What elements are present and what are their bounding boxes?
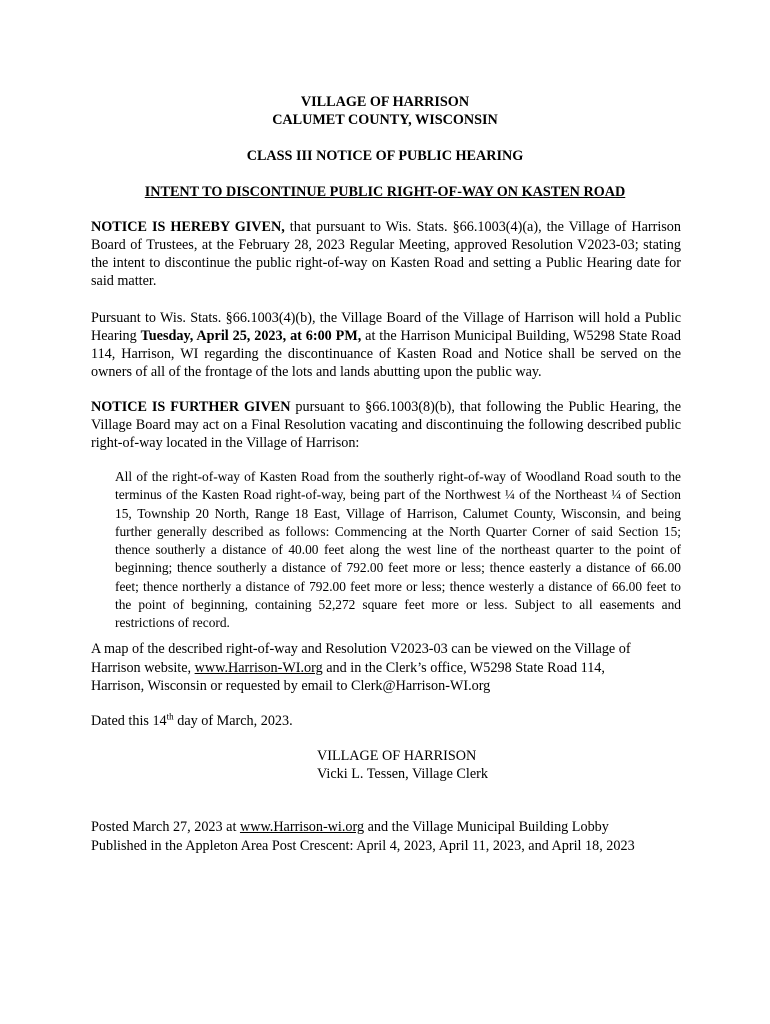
further-given-lead: NOTICE IS FURTHER GIVEN [91,399,291,415]
paragraph-notice-given [91,218,681,290]
notice-class-title: CLASS III NOTICE OF PUBLIC HEARING [246,148,524,164]
hearing-text-pre: Pursuant to Wis. Stats. §66.1003(4)(b), the Village Board of the Village of Harrison will hold a Public Hearing [91,310,681,344]
paragraph-public-hearing [91,309,681,381]
map-line-3: Harrison, Wisconsin or requested by email to Clerk@Harrison-WI.org [91,678,491,694]
map-paragraph [91,640,631,696]
hearing-text-post: at the Harrison Municipal Building, W5298 State Road 114, Harrison, WI regarding the discontinuance of Kasten Road and Notice shall be served on the owners of all of the frontage of the lots and lands abutting upon the public way. [91,328,681,380]
further-given-text: pursuant to §66.1003(8)(b), that following the Public Hearing, the Village Board may act on a Final Resolution vacating and discontinuing the following described public right-of-way located in the Village of Harrison: [91,399,682,451]
legal-description: All of the right-of-way of Kasten Road from the southerly right-of-way of Woodland Road south to the terminus of the Kasten Road right-of-way, being part of the Northwest ¼ of the Northeast ¼ of Section 15, Township 20 North, Range 18 East, Village of Harrison, Calumet County, Wisconsin, and being further generally described as follows: Commencing at the North Quarter Corner of said Section 15; thence southerly a distance of 40.00 feet along the west line of the northeast quarter to the point of beginning; thence southerly a distance of 792.00 feet more or less; thence easterly a distance of 66.00 feet; thence northerly a distance of 792.00 feet more or less; thence westerly a distance of 66.00 feet to the point of beginning, containing 52,272 square feet more or less. Subject to all easements and restrictions of record. [115,469,681,631]
map-line-2: Harrison website, www.Harrison-WI.org and in the Clerk’s office, W5298 State Road 114, [91,659,605,676]
signature-block [317,747,488,783]
header-county: CALUMET COUNTY, WISCONSIN [272,112,498,128]
header-village: VILLAGE OF HARRISON [300,94,470,110]
posting-info [91,818,635,855]
signature-org: VILLAGE OF HARRISON [317,748,477,764]
paragraph-further-given [91,398,681,452]
notice-given-lead: NOTICE IS HEREBY GIVEN, [91,219,285,235]
posted-line: Posted March 27, 2023 at www.Harrison-wi.org and the Village Municipal Building Lobby [91,819,609,835]
website-link[interactable]: www.Harrison-WI.org [194,659,323,676]
hearing-date: Tuesday, April 25, 2023, at 6:00 PM, [140,328,362,344]
dated-line: Dated this 14th day of March, 2023. [91,711,293,729]
notice-given-text: that pursuant to Wis. Stats. §66.1003(4)(a), the Village of Harrison Board of Trustees, at the February 28, 2023 Regular Meeting, approved Resolution V2023-03; stating the intent to discontinue the public right-of-way on Kasten Road and setting a Public Hearing date for said matter. [91,219,681,289]
posted-website-link[interactable]: www.Harrison-wi.org [239,819,365,835]
intent-title: INTENT TO DISCONTINUE PUBLIC RIGHT-OF-WAY ON KASTEN ROAD [144,184,626,200]
signature-name: Vicki L. Tessen, Village Clerk [317,766,488,782]
map-line-1: A map of the described right-of-way and Resolution V2023-03 can be viewed on the Village of [91,641,631,657]
published-line: Published in the Appleton Area Post Crescent: April 4, 2023, April 11, 2023, and April 18, 2023 [91,837,635,854]
